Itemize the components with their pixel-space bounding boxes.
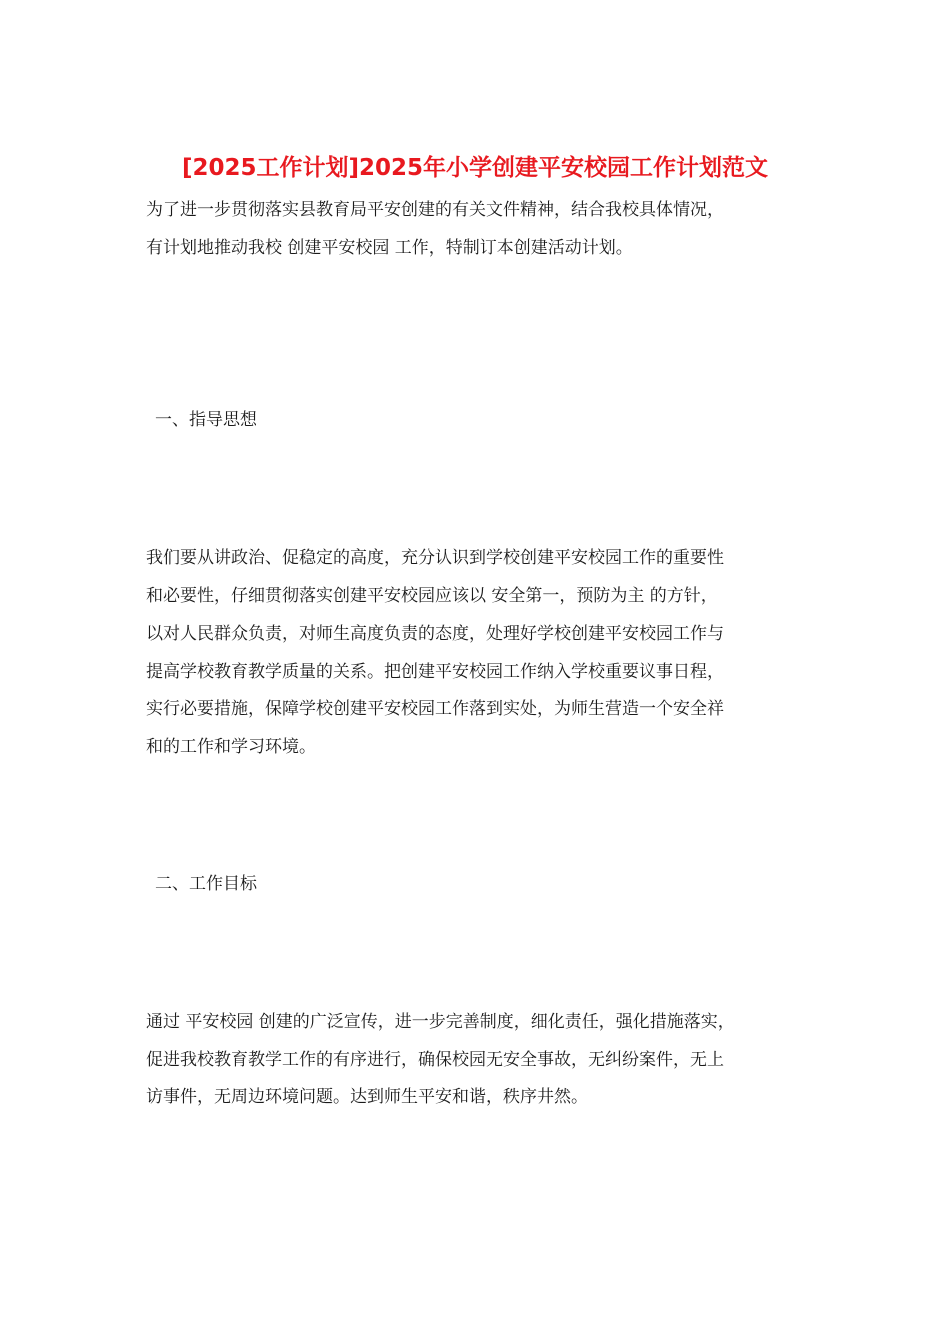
- paragraph-line: 和必要性，仔细贯彻落实创建平安校园应该以 安全第一，预防为主 的方针，: [146, 586, 718, 606]
- paragraph-line: 提高学校教育教学质量的关系。把创建平安校园工作纳入学校重要议事日程，: [146, 662, 724, 682]
- paragraph-line: 我们要从讲政治、促稳定的高度，充分认识到学校创建平安校园工作的重要性: [146, 548, 724, 568]
- section-heading-guiding-thought: 一、指导思想: [155, 410, 257, 430]
- intro-line-1: 为了进一步贯彻落实县教育局平安创建的有关文件精神，结合我校具体情况，: [146, 200, 724, 220]
- paragraph-line: 和的工作和学习环境。: [146, 737, 316, 757]
- paragraph-line: 通过 平安校园 创建的广泛宣传，进一步完善制度，细化责任，强化措施落实，: [146, 1012, 735, 1032]
- intro-line-2: 有计划地推动我校 创建平安校园 工作，特制订本创建活动计划。: [146, 238, 633, 258]
- document-title: [2025工作计划]2025年小学创建平安校园工作计划范文: [181, 155, 769, 181]
- paragraph-line: 实行必要措施，保障学校创建平安校园工作落到实处，为师生营造一个安全祥: [146, 699, 724, 719]
- paragraph-line: 促进我校教育教学工作的有序进行，确保校园无安全事故，无纠纷案件，无上: [146, 1050, 724, 1070]
- paragraph-line: 访事件，无周边环境问题。达到师生平安和谐，秩序井然。: [146, 1087, 588, 1107]
- paragraph-line: 以对人民群众负责，对师生高度负责的态度，处理好学校创建平安校园工作与: [146, 624, 724, 644]
- section-heading-work-goals: 二、工作目标: [155, 874, 257, 894]
